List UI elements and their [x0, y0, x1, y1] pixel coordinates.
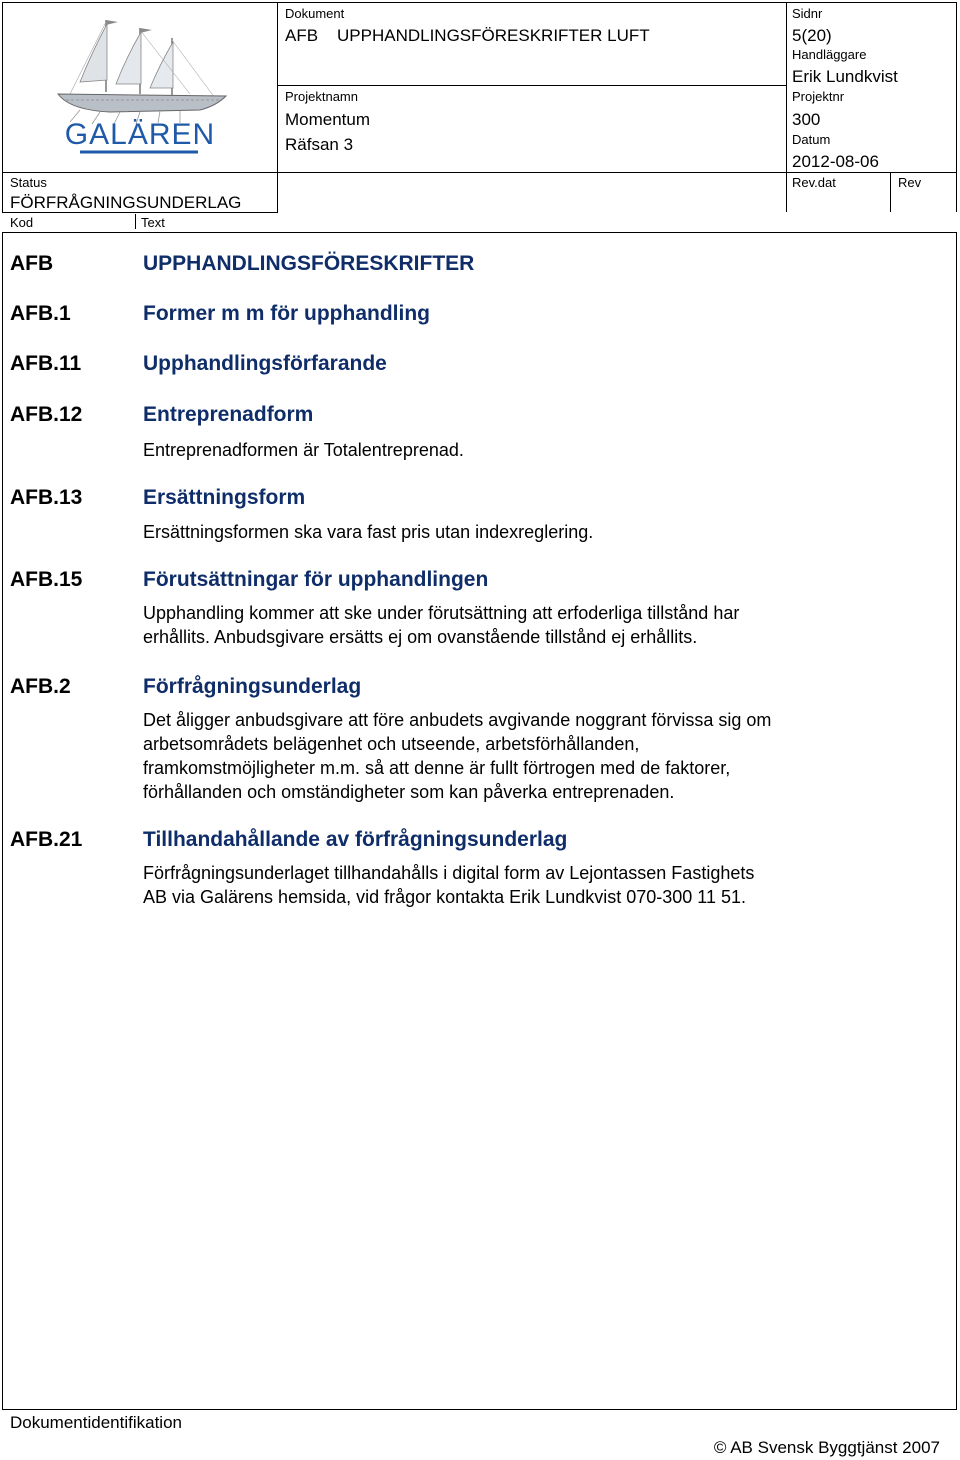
section-code: AFB [10, 252, 54, 275]
header-right-border [956, 2, 957, 212]
section-code: AFB.2 [10, 675, 71, 698]
header-divider-right [786, 2, 787, 212]
section-heading: Förutsättningar för upphandlingen [143, 568, 489, 591]
section-body-line: förhållanden och omständigheter som kan påverka entreprenaden. [143, 782, 675, 802]
company-logo [40, 14, 240, 164]
page-frame-top [2, 232, 957, 233]
status-value: FÖRFRÅGNINGSUNDERLAG [10, 193, 242, 212]
section-heading: Förfrågningsunderlag [143, 675, 362, 698]
section-body-line: AB via Galärens hemsida, vid frågor kontakta Erik Lundkvist 070-300 11 51. [143, 887, 746, 907]
section-code: AFB.1 [10, 302, 71, 325]
projektnamn-line2: Räfsan 3 [285, 135, 354, 154]
dokument-label: Dokument [285, 6, 345, 21]
section-body-line: erhållits. Anbudsgivare ersätts ej om ovanstående tillstånd ej erhållits. [143, 627, 698, 647]
doc-id-label: Dokumentidentifikation [10, 1413, 182, 1432]
section-heading: Former m m för upphandling [143, 302, 430, 325]
section-heading: Ersättningsform [143, 486, 306, 509]
section-code: AFB.15 [10, 568, 83, 591]
header-top-border [2, 2, 957, 3]
projektnr-value: 300 [792, 110, 821, 129]
copyright-text: © AB Svensk Byggtjänst 2007 [713, 1438, 940, 1457]
header-divider-logo [277, 2, 278, 212]
section-body-line: arbetsområdets belägenhet och utseende, arbetsförhållanden, [143, 734, 640, 754]
section-heading: Entreprenadform [143, 403, 314, 426]
section-code: AFB.12 [10, 403, 83, 426]
sidnr-value: 5(20) [792, 26, 832, 45]
header-left-border [2, 2, 3, 212]
status-label: Status [10, 175, 47, 190]
handlaggare-label: Handläggare [792, 47, 867, 62]
datum-value: 2012-08-06 [792, 152, 879, 171]
datum-label: Datum [792, 132, 831, 147]
section-code: AFB.21 [10, 828, 83, 851]
section-body-line: framkomstmöjligheter m.m. så att denne är fullt förtrogen med de faktorer, [143, 758, 731, 778]
section-body-line: Det åligger anbudsgivare att före anbudets avgivande noggrant förvissa sig om [143, 710, 772, 730]
kod-text-divider [135, 214, 136, 229]
section-heading: Tillhandahållande av förfrågningsunderlag [143, 828, 568, 851]
text-label: Text [141, 215, 165, 230]
header-hline-1 [277, 85, 787, 86]
section-heading: Upphandlingsförfarande [143, 352, 387, 375]
header-hline-status [2, 172, 957, 173]
projektnr-label: Projektnr [792, 89, 845, 104]
section-body-line: Upphandling kommer att ske under förutsättning att erfoderliga tillstånd har [143, 603, 740, 623]
rev-label: Rev [898, 175, 922, 190]
section-body-line: Entreprenadformen är Totalentreprenad. [143, 440, 464, 460]
dokument-code: AFB [285, 26, 319, 45]
header-divider-rev [890, 172, 891, 212]
page-frame-left [2, 232, 3, 1410]
section-body-line: Förfrågningsunderlaget tillhandahålls i digital form av Lejontassen Fastighets [143, 863, 755, 883]
kod-label: Kod [10, 215, 34, 230]
company-logo-text: GALÄREN [64, 118, 216, 151]
dokument-title: UPPHANDLINGSFÖRESKRIFTER LUFT [337, 26, 650, 45]
section-body-line: Ersättningsformen ska vara fast pris utan indexreglering. [143, 522, 594, 542]
sidnr-label: Sidnr [792, 6, 823, 21]
ship-logo-icon [40, 14, 240, 164]
section-code: AFB.13 [10, 486, 83, 509]
revdat-label: Rev.dat [792, 175, 836, 190]
section-code: AFB.11 [10, 352, 82, 375]
handlaggare-value: Erik Lundkvist [792, 67, 898, 86]
section-heading: UPPHANDLINGSFÖRESKRIFTER [143, 252, 475, 275]
projektnamn-line1: Momentum [285, 110, 371, 129]
page-frame-bottom [2, 1409, 957, 1410]
projektnamn-label: Projektnamn [285, 89, 358, 104]
page-frame-right [956, 232, 957, 1410]
